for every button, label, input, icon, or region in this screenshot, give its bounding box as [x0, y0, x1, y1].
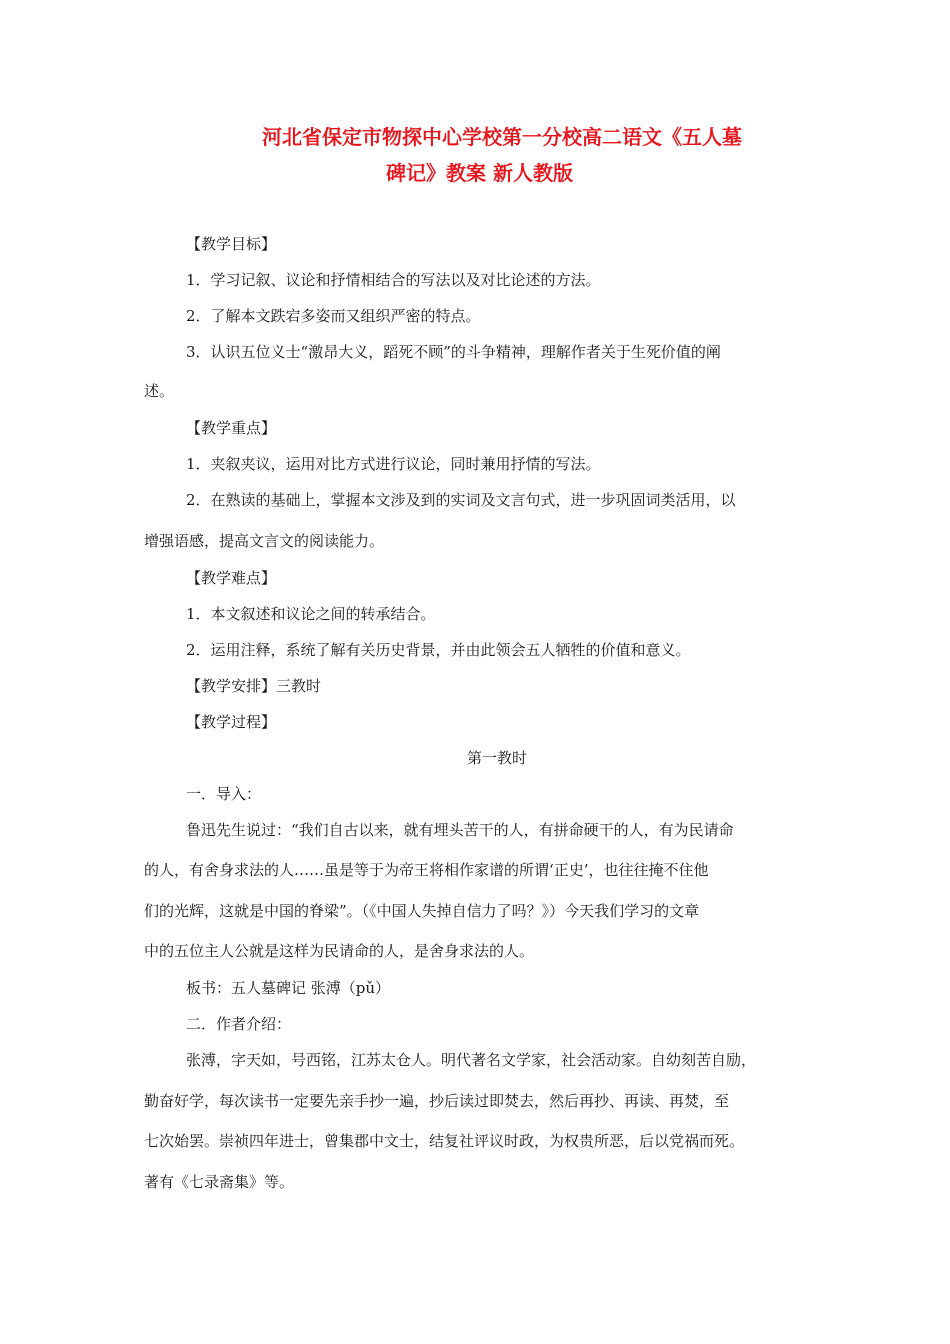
author-line-4: 著有《七录斋集》等。 — [144, 1173, 295, 1191]
process-heading: 【教学过程】 — [186, 713, 277, 731]
intro-line-2: 的人，有舍身求法的人……虽是等于为帝王将相作家谱的所谓‘正史’，也往往掩不住他 — [144, 861, 709, 879]
author-line-1: 张溥，字天如，号西铭，江苏太仓人。明代著名文学家，社会活动家。自幼刻苦自励， — [186, 1051, 757, 1069]
key-point-item-2-line-1: 2．在熟读的基础上，掌握本文涉及到的实词及文言句式，进一步巩固词类活用，以 — [186, 491, 736, 509]
author-line-3: 七次始罢。崇祯四年进士，曾集郡中文士，结复社评议时政，为权贵所恶，后以党祸而死。 — [144, 1132, 745, 1150]
goal-item-3-line-2: 述。 — [144, 382, 175, 400]
board-writing: 板书：五人墓碑记 张溥（pǔ） — [186, 979, 391, 997]
goal-item-3-line-1: 3．认识五位义士“激昂大义，蹈死不顾”的斗争精神，理解作者关于生死价值的阐 — [186, 343, 721, 361]
intro-line-4: 中的五位主人公就是这样为民请命的人，是舍身求法的人。 — [144, 942, 535, 960]
difficulty-item-1: 1．本文叙述和议论之间的转承结合。 — [186, 605, 436, 623]
key-point-item-2-line-2: 增强语感，提高文言文的阅读能力。 — [144, 532, 385, 550]
intro-line-3: 们的光辉，这就是中国的脊梁”。（《中国人失掉自信力了吗？》）今天我们学习的文章 — [144, 902, 700, 920]
intro-line-1: 鲁迅先生说过：“我们自古以来，就有埋头苦干的人，有拼命硬干的人，有为民请命 — [186, 821, 734, 839]
author-line-2: 勤奋好学，每次读书一定要先亲手抄一遍，抄后读过即焚去，然后再抄、再读、再焚，至 — [144, 1092, 730, 1110]
arrangement-line: 【教学安排】三教时 — [186, 677, 322, 695]
goals-heading: 【教学目标】 — [186, 235, 277, 253]
key-points-heading: 【教学重点】 — [186, 419, 277, 437]
key-point-item-1: 1．夹叙夹议，运用对比方式进行议论，同时兼用抒情的写法。 — [186, 455, 601, 473]
intro-heading: 一．导入： — [186, 785, 262, 803]
goal-item-1: 1．学习记叙、议论和抒情相结合的写法以及对比论述的方法。 — [186, 271, 601, 289]
title-line-1: 河北省保定市物探中心学校第一分校高二语文《五人墓 — [262, 125, 742, 149]
difficulty-item-2: 2．运用注释，系统了解有关历史背景，并由此领会五人牺牲的价值和意义。 — [186, 641, 691, 659]
goal-item-2: 2．了解本文跌宕多姿而又组织严密的特点。 — [186, 307, 481, 325]
title-line-2: 碑记》教案 新人教版 — [386, 161, 573, 185]
author-heading: 二．作者介绍： — [186, 1015, 292, 1033]
lesson-1-heading: 第一教时 — [466, 749, 527, 767]
difficulties-heading: 【教学难点】 — [186, 569, 277, 587]
